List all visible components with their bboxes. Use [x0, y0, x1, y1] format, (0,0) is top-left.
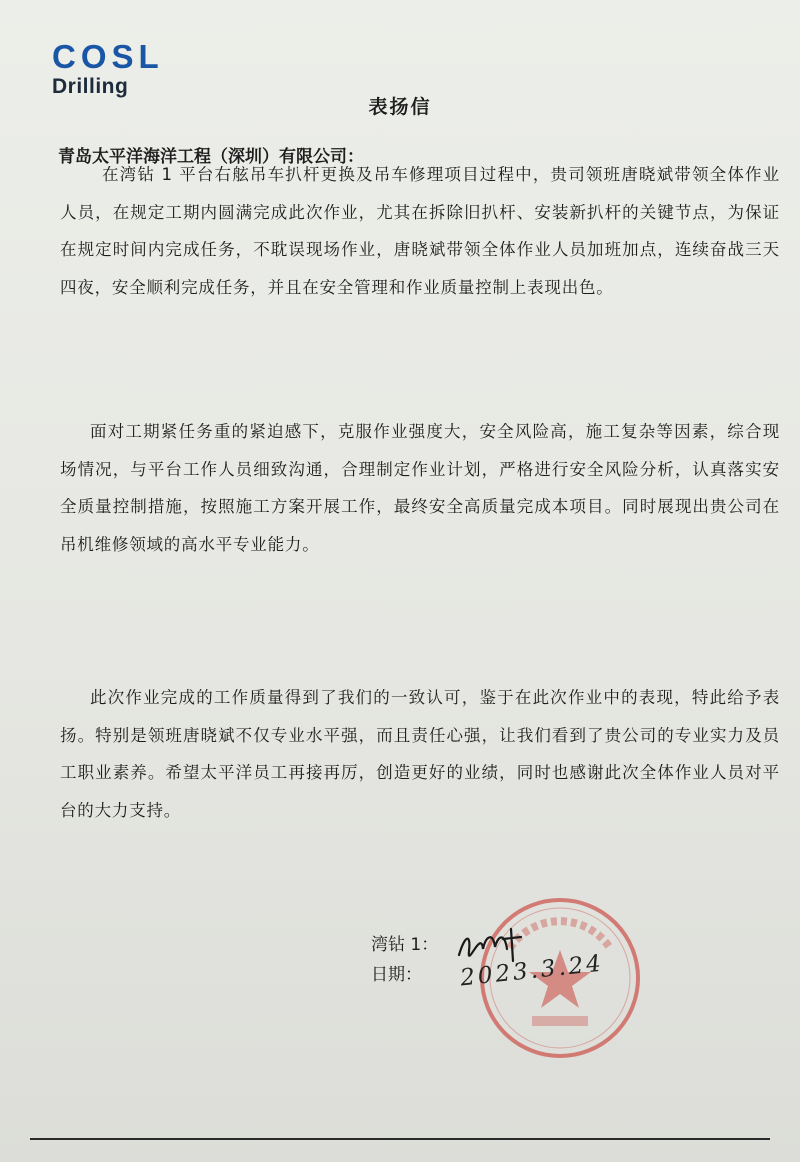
bottom-divider [30, 1138, 770, 1140]
date-label: 日期： [371, 965, 422, 985]
letter-title: 表扬信 [368, 96, 432, 118]
signoff-label: 湾钻 1： [371, 935, 439, 955]
letter-paragraph-2: 面对工期紧任务重的紧迫感下，克服作业强度大，安全风险高，施工复杂等因素，综合现场情况，与平台工作人员细致沟通，合理制定作业计划，严格进行安全风险分析，认真落实安全质量控制措施，按照施工方案开展工作，最终安全高质量完成本项目。同时展现出贵公司在吊机维修领域的高水平专业能力。 [60, 422, 780, 554]
letter-paragraph-1: 在湾钻 1 平台右舷吊车扒杆更换及吊车修理项目过程中，贵司领班唐晓斌带领全体作业人员，在规定工期内圆满完成此次作业，尤其在拆除旧扒杆、安装新扒杆的关键节点，为保证在规定时间内完成任务，不耽误现场作业，唐晓斌带领全体作业人员加班加点，连续奋战三天四夜，安全顺利完成任务，并且在安全管理和作业质量控制上表现出色。 [60, 165, 780, 297]
logo-division: Drilling [52, 75, 129, 98]
cosl-drilling-logo [52, 40, 164, 99]
letter-salutation: 青岛太平洋海洋工程（深圳）有限公司： [58, 147, 364, 167]
logo-brand: COSL [52, 38, 164, 75]
letter-paragraph-3: 此次作业完成的工作质量得到了我们的一致认可，鉴于在此次作业中的表现，特此给予表扬。特别是领班唐晓斌不仅专业水平强，而且责任心强，让我们看到了贵公司的专业实力及员工职业素养。希望太平洋员工再接再厉，创造更好的业绩，同时也感谢此次全体作业人员对平台的大力支持。 [60, 688, 780, 820]
handwritten-date: 2023.3.24 [459, 950, 606, 992]
